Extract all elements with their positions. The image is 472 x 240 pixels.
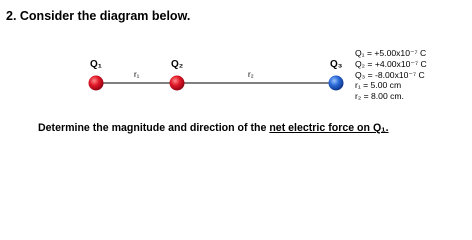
distance-r1-label: r₁: [134, 70, 140, 79]
given-values: [355, 48, 427, 102]
charge-q2-label: Q₂: [171, 59, 184, 70]
given-r2: r₂ = 8.00 cm.: [355, 91, 404, 102]
given-q2: Q₂ = +4.00x10⁻⁷ C: [355, 58, 427, 69]
task-prompt: [38, 122, 389, 134]
charge-q1-sphere: [89, 76, 104, 91]
given-q3: Q₃ = -8.00x10⁻⁷ C: [355, 69, 425, 80]
distance-r2-label: r₂: [248, 70, 254, 79]
charge-q2-sphere: [170, 76, 185, 91]
given-r1: r₁ = 5.00 cm: [355, 80, 402, 91]
charge-q3-sphere: [329, 76, 344, 91]
task-prompt-underlined: net electric force on Q₁.: [269, 122, 389, 134]
charge-q1-label: Q₁: [90, 59, 102, 70]
question-heading: 2. Consider the diagram below.: [6, 9, 191, 23]
given-q1: Q₁ = +5.00x10⁻⁷ C: [355, 48, 427, 58]
charge-q3-label: Q₃: [330, 59, 343, 70]
task-prompt-text: Determine the magnitude and direction of the: [38, 122, 270, 134]
